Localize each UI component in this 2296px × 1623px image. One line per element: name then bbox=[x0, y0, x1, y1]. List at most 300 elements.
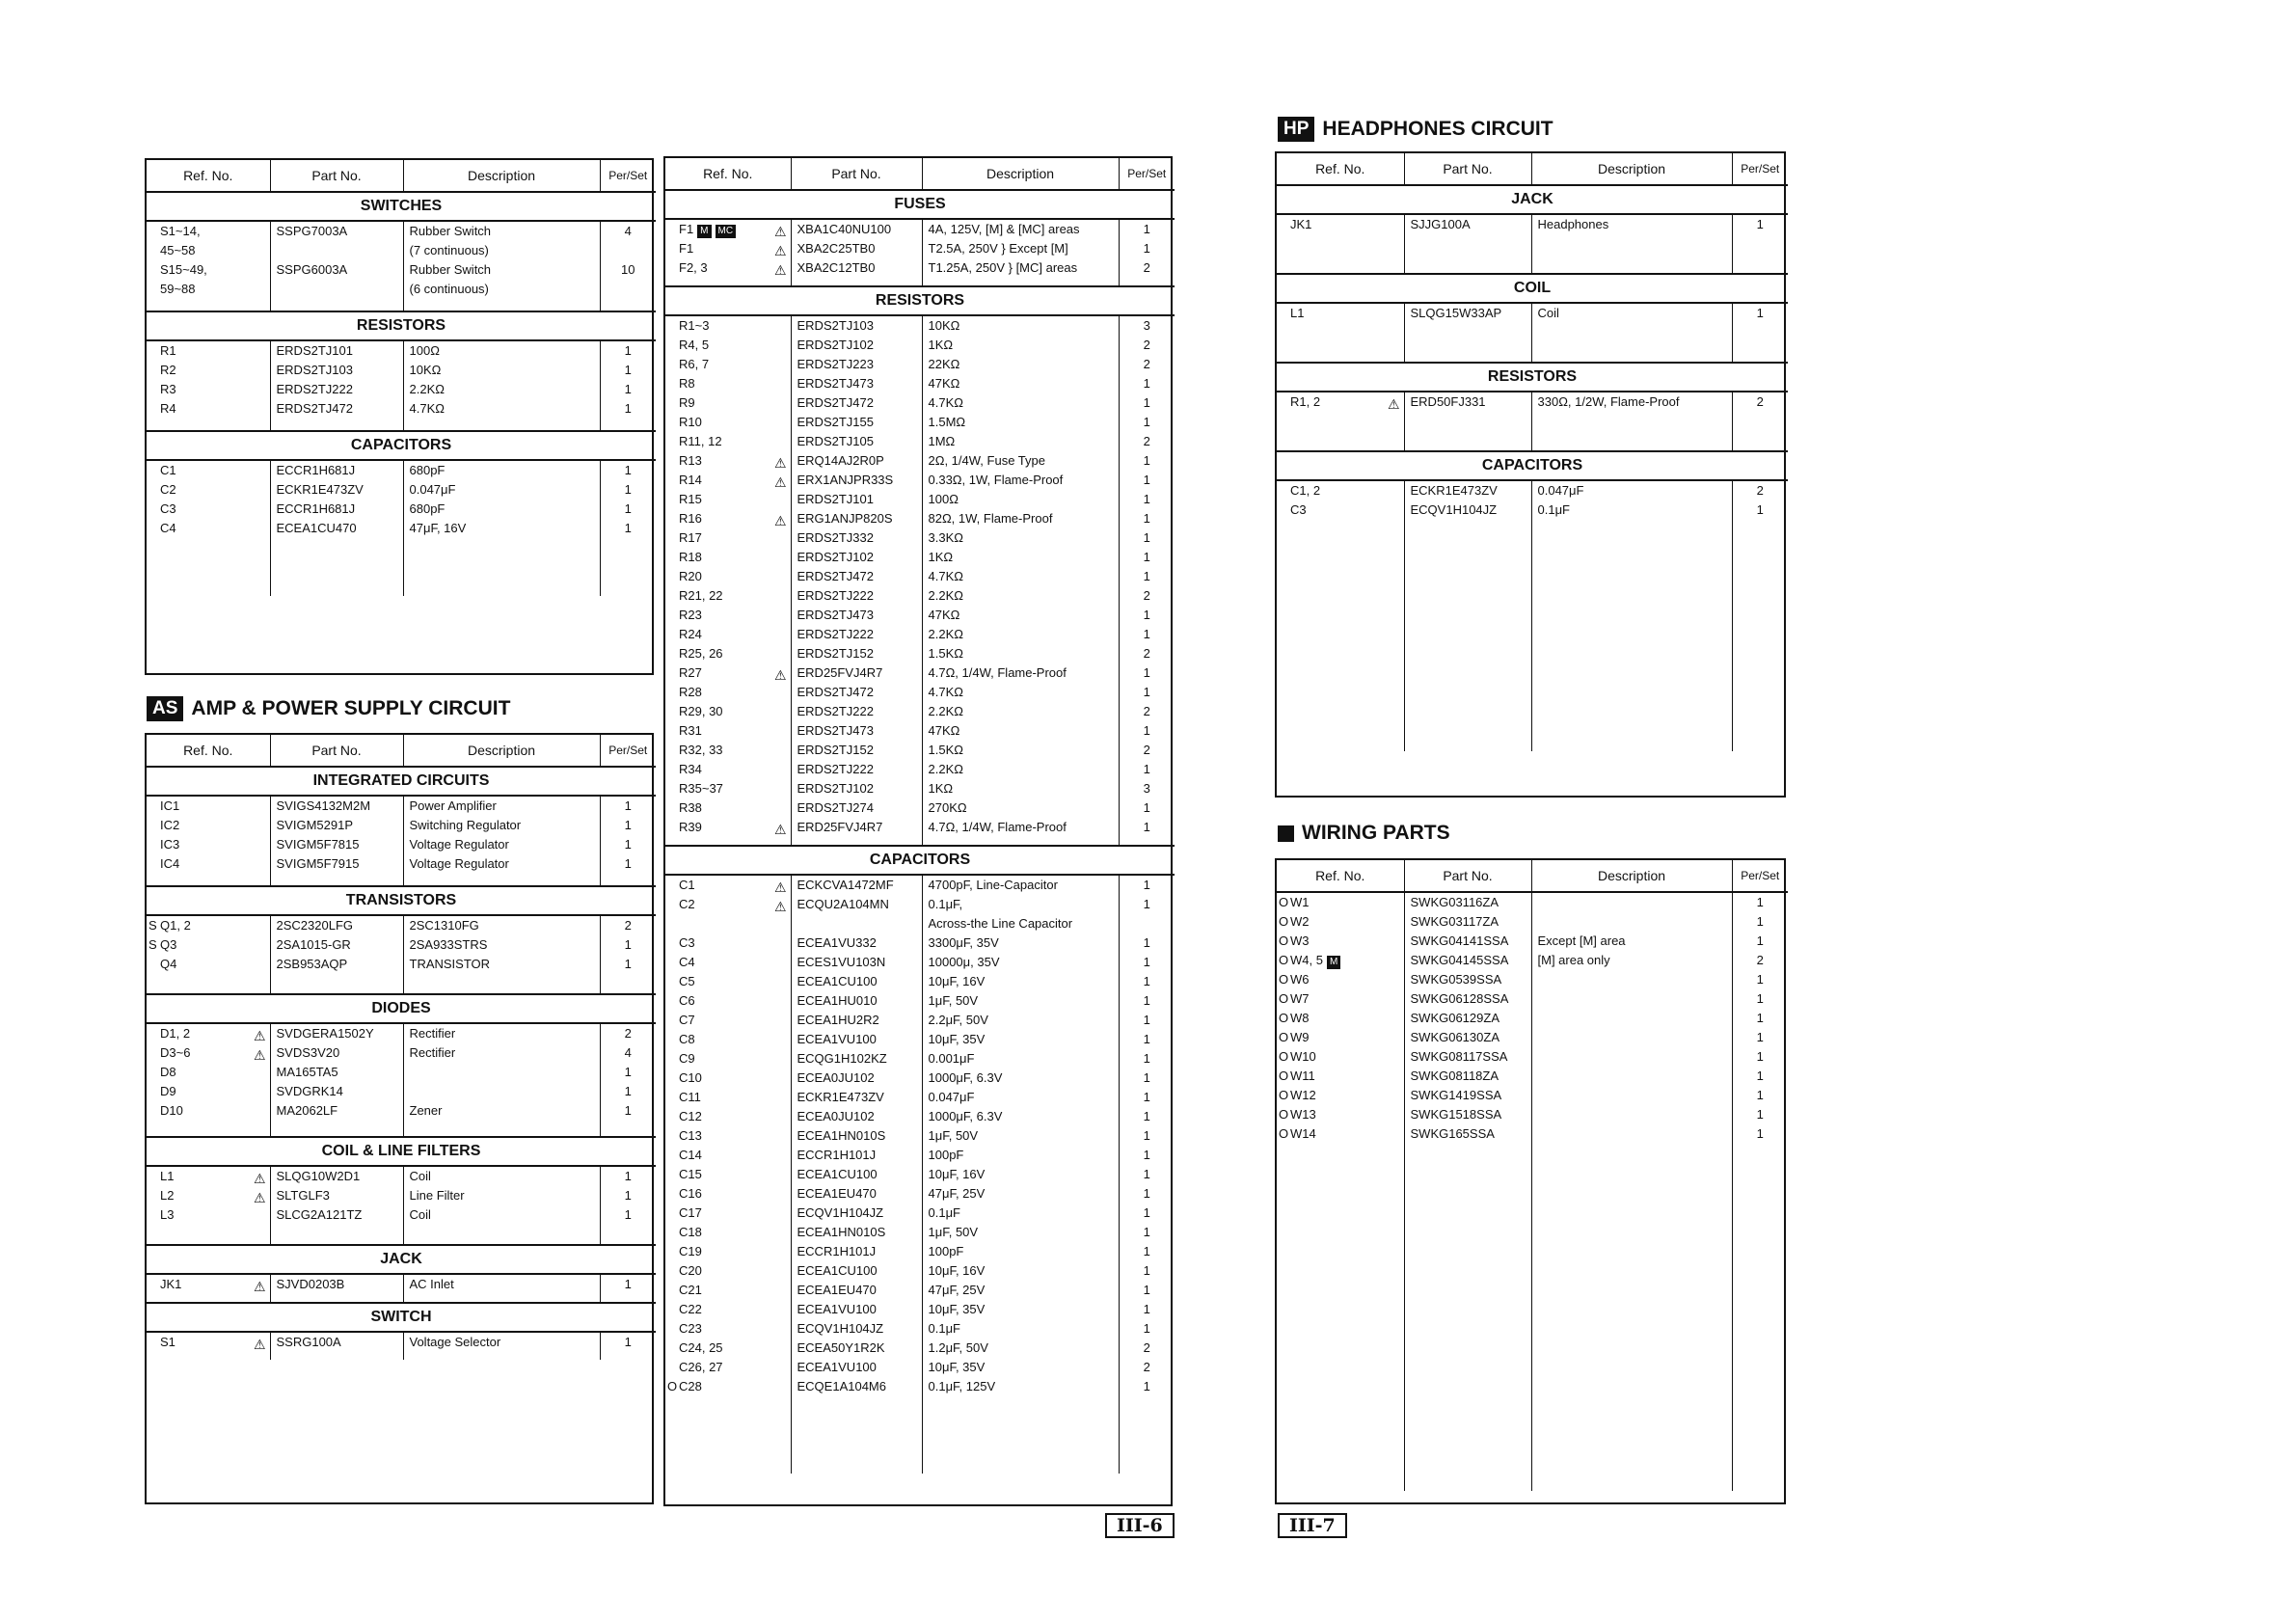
part-no-cell: SWKG1518SSA bbox=[1404, 1105, 1531, 1124]
as-section-title: AMP & POWER SUPPLY CIRCUIT bbox=[191, 697, 511, 719]
table-row bbox=[1277, 932, 1788, 951]
ref-no-cell bbox=[665, 413, 791, 432]
ref-no-cell bbox=[147, 915, 270, 935]
ref-no: IC3 bbox=[160, 837, 180, 852]
section-title: TRANSISTORS bbox=[147, 886, 656, 915]
section-title-row bbox=[147, 1137, 656, 1166]
part-no-cell: ERDS2TJ472 bbox=[791, 683, 922, 702]
warning-triangle-icon: ⚠ bbox=[253, 1279, 266, 1294]
part-no-cell: ERD25FVJ4R7 bbox=[791, 818, 922, 837]
part-no-cell: ERD50FJ331 bbox=[1404, 392, 1531, 412]
spacer-row bbox=[1277, 520, 1788, 751]
part-no-cell: ECEA1VU100 bbox=[791, 1300, 922, 1319]
table-row bbox=[147, 796, 656, 816]
per-set-cell: 1 bbox=[1143, 569, 1150, 583]
description-cell: 1KΩ bbox=[922, 336, 1119, 355]
page-number-right: III-7 bbox=[1278, 1513, 1347, 1538]
description-cell: 10μF, 35V bbox=[922, 1300, 1119, 1319]
per-set-cell: 2 bbox=[1143, 1360, 1150, 1374]
ref-no-cell bbox=[665, 818, 791, 837]
description-cell: 2Ω, 1/4W, Fuse Type bbox=[922, 451, 1119, 471]
per-set-cell: 1 bbox=[1756, 1030, 1764, 1044]
description-cell: 0.047μF bbox=[1531, 480, 1732, 500]
area-badge: M bbox=[697, 225, 711, 238]
ref-no-cell bbox=[665, 1358, 791, 1377]
per-set-cell: 1 bbox=[1143, 993, 1150, 1008]
description-cell: 0.047μF bbox=[403, 480, 600, 500]
table-header-row bbox=[147, 160, 656, 192]
ref-no: R38 bbox=[679, 800, 702, 815]
ref-no: R27 bbox=[679, 665, 702, 680]
description-cell bbox=[1531, 1009, 1732, 1028]
description-cell: 47μF, 25V bbox=[922, 1281, 1119, 1300]
part-no-cell: ECCR1H101J bbox=[791, 1242, 922, 1261]
per-set-cell: 1 bbox=[1143, 473, 1150, 487]
ref-no-cell bbox=[665, 393, 791, 413]
ref-no: C1 bbox=[160, 463, 176, 477]
description-cell bbox=[403, 1063, 600, 1082]
description-cell bbox=[1531, 1105, 1732, 1124]
table-row bbox=[665, 413, 1175, 432]
table-row bbox=[665, 393, 1175, 413]
warning-triangle-icon: ⚠ bbox=[253, 1337, 266, 1352]
description-cell: Rubber Switch bbox=[403, 260, 600, 280]
part-no-header: Part No. bbox=[1404, 860, 1531, 892]
ref-no-cell bbox=[147, 380, 270, 399]
spacer-cell bbox=[600, 1121, 656, 1137]
per-set-cell: 1 bbox=[1143, 511, 1150, 526]
description-cell: (7 continuous) bbox=[403, 241, 600, 260]
per-set-cell: 4 bbox=[624, 1045, 632, 1060]
spacer-cell bbox=[600, 419, 656, 431]
description-cell: Power Amplifier bbox=[403, 796, 600, 816]
ref-no: IC2 bbox=[160, 818, 180, 832]
part-no-cell: SVDGRK14 bbox=[270, 1082, 403, 1101]
section-title-row bbox=[665, 846, 1175, 875]
part-no-cell: ERDS2TJ155 bbox=[791, 413, 922, 432]
description-cell: 0.047μF bbox=[922, 1088, 1119, 1107]
ref-no: C12 bbox=[679, 1109, 702, 1123]
part-no-cell: SWKG06130ZA bbox=[1404, 1028, 1531, 1047]
table-row bbox=[665, 875, 1175, 895]
section-title: FUSES bbox=[665, 190, 1175, 219]
per-set-cell: 2 bbox=[1143, 338, 1150, 352]
section-title-row bbox=[147, 192, 656, 221]
table-header-row bbox=[1277, 860, 1788, 892]
table-row bbox=[147, 241, 656, 260]
description-cell: 0.1μF, bbox=[922, 895, 1119, 914]
spacer-cell bbox=[1277, 234, 1404, 274]
description-cell: 47μF, 25V bbox=[922, 1184, 1119, 1204]
spacer-cell bbox=[922, 278, 1119, 286]
description-cell: T2.5A, 250V } Except [M] bbox=[922, 239, 1119, 258]
per-set-cell: 1 bbox=[624, 482, 632, 497]
square-bullet-icon bbox=[1278, 825, 1294, 842]
table-row bbox=[665, 779, 1175, 798]
parts-table-switches bbox=[145, 158, 654, 675]
table-row bbox=[665, 1377, 1175, 1396]
part-no-cell: ERDS2TJ101 bbox=[270, 340, 403, 361]
table-row bbox=[665, 972, 1175, 991]
ref-no-cell bbox=[147, 399, 270, 419]
section-title: INTEGRATED CIRCUITS bbox=[147, 767, 656, 796]
per-set-header: Per/Set bbox=[600, 160, 656, 192]
ref-no-cell bbox=[147, 955, 270, 974]
ref-no: F1 bbox=[679, 222, 694, 236]
spacer-cell bbox=[1277, 520, 1404, 751]
table-row bbox=[1277, 392, 1788, 412]
part-no-cell: SWKG08118ZA bbox=[1404, 1067, 1531, 1086]
ref-no-cell bbox=[665, 606, 791, 625]
ref-no: C16 bbox=[679, 1186, 702, 1201]
safety-mark: S bbox=[149, 937, 157, 952]
spacer-cell bbox=[922, 1396, 1119, 1474]
ref-no: R4, 5 bbox=[679, 338, 710, 352]
ref-no-cell bbox=[147, 1186, 270, 1205]
description-cell: 10μF, 16V bbox=[922, 1261, 1119, 1281]
description-cell: 1.5MΩ bbox=[922, 413, 1119, 432]
ref-no: R25, 26 bbox=[679, 646, 723, 661]
part-no-cell: ERDS2TJ223 bbox=[791, 355, 922, 374]
ref-no-cell bbox=[147, 361, 270, 380]
section-title-row bbox=[1277, 363, 1788, 392]
description-cell: 1.5KΩ bbox=[922, 644, 1119, 663]
table-row bbox=[147, 260, 656, 280]
ref-no: IC4 bbox=[160, 856, 180, 871]
section-title-row bbox=[147, 767, 656, 796]
description-header: Description bbox=[403, 735, 600, 767]
per-set-cell: 1 bbox=[1143, 1321, 1150, 1336]
per-set-cell: 1 bbox=[1143, 608, 1150, 622]
description-cell: 0.001μF bbox=[922, 1049, 1119, 1068]
per-set-cell: 2 bbox=[1143, 357, 1150, 371]
table-row bbox=[665, 567, 1175, 586]
ref-no: D3~6 bbox=[160, 1045, 191, 1060]
ref-no: F2, 3 bbox=[679, 260, 708, 275]
part-no-cell: ERDS2TJ473 bbox=[791, 606, 922, 625]
table-row bbox=[1277, 970, 1788, 989]
ref-no: R34 bbox=[679, 762, 702, 776]
description-cell: 100pF bbox=[922, 1242, 1119, 1261]
spacer-cell bbox=[922, 837, 1119, 846]
ref-no: L1 bbox=[160, 1169, 175, 1183]
spacer-cell bbox=[1404, 520, 1531, 751]
ref-no-cell bbox=[665, 336, 791, 355]
part-no-cell: ECQU2A104MN bbox=[791, 895, 922, 914]
ref-no-cell bbox=[665, 586, 791, 606]
table-row bbox=[665, 953, 1175, 972]
ref-no-cell bbox=[1277, 912, 1404, 932]
ref-no-cell bbox=[665, 779, 791, 798]
part-no-cell: ERDS2TJ101 bbox=[791, 490, 922, 509]
part-no-cell: ECCR1H681J bbox=[270, 500, 403, 519]
description-cell bbox=[1531, 989, 1732, 1009]
ref-no: C1, 2 bbox=[1290, 483, 1321, 498]
ref-no-cell bbox=[665, 1184, 791, 1204]
table-row bbox=[665, 1030, 1175, 1049]
as-badge: AS bbox=[147, 696, 183, 721]
section-title-row bbox=[147, 886, 656, 915]
description-cell: 10000μ, 35V bbox=[922, 953, 1119, 972]
per-set-cell: 1 bbox=[1756, 914, 1764, 929]
description-cell: Rubber Switch bbox=[403, 221, 600, 241]
ref-no: R3 bbox=[160, 382, 176, 396]
ref-no: R29, 30 bbox=[679, 704, 723, 718]
table-row bbox=[1277, 214, 1788, 234]
per-set-cell: 1 bbox=[1143, 878, 1150, 892]
per-set-header: Per/Set bbox=[600, 735, 656, 767]
ref-no: Q1, 2 bbox=[160, 918, 191, 933]
per-set-cell: 1 bbox=[1143, 1070, 1150, 1085]
spacer-cell bbox=[600, 1352, 656, 1360]
per-set-cell: 1 bbox=[1143, 1186, 1150, 1201]
ref-no-cell bbox=[665, 490, 791, 509]
ref-no: D1, 2 bbox=[160, 1026, 191, 1041]
spacer-cell bbox=[1732, 1144, 1788, 1491]
part-no-cell: XBA2C25TB0 bbox=[791, 239, 922, 258]
per-set-cell: 1 bbox=[1143, 1263, 1150, 1278]
part-no-cell: SVIGM5F7815 bbox=[270, 835, 403, 854]
section-title-row bbox=[147, 994, 656, 1023]
spacer-row bbox=[147, 538, 656, 596]
part-no-cell: ECES1VU103N bbox=[791, 953, 922, 972]
ref-no: D8 bbox=[160, 1065, 176, 1079]
table-header-row bbox=[1277, 153, 1788, 185]
per-set-cell: 1 bbox=[1143, 1302, 1150, 1316]
spacer-cell bbox=[1119, 837, 1175, 846]
spacer-cell bbox=[1732, 412, 1788, 451]
part-no-cell: ECKR1E473ZV bbox=[1404, 480, 1531, 500]
table-row bbox=[1277, 989, 1788, 1009]
per-set-cell: 1 bbox=[1756, 1068, 1764, 1083]
parts-table-wiring bbox=[1275, 858, 1786, 1504]
per-set-cell: 1 bbox=[1756, 933, 1764, 948]
ref-no-cell bbox=[147, 1082, 270, 1101]
table-row bbox=[665, 1319, 1175, 1339]
ref-no-cell bbox=[147, 1101, 270, 1121]
ref-no: R16 bbox=[679, 511, 702, 526]
ref-no: C19 bbox=[679, 1244, 702, 1258]
ref-no-cell bbox=[665, 1300, 791, 1319]
ref-no: C5 bbox=[679, 974, 695, 988]
section-title-row bbox=[1277, 451, 1788, 480]
table-row bbox=[1277, 1124, 1788, 1144]
table-row bbox=[1277, 951, 1788, 970]
spacer-cell bbox=[270, 1352, 403, 1360]
part-no-cell: ECEA0JU102 bbox=[791, 1107, 922, 1126]
description-cell: 680pF bbox=[403, 500, 600, 519]
per-set-cell: 1 bbox=[1143, 530, 1150, 545]
parts-table-fuses bbox=[663, 156, 1173, 1506]
description-cell: 1000μF, 6.3V bbox=[922, 1107, 1119, 1126]
spacer-row bbox=[665, 837, 1175, 846]
description-cell: Voltage Selector bbox=[403, 1332, 600, 1352]
spacer-cell bbox=[270, 299, 403, 311]
per-set-cell: 1 bbox=[1143, 1128, 1150, 1143]
part-no-cell: SSPG6003A bbox=[270, 260, 403, 280]
description-cell: 4.7KΩ bbox=[922, 683, 1119, 702]
description-cell: Coil bbox=[1531, 303, 1732, 323]
part-no-cell: ERDS2TJ152 bbox=[791, 644, 922, 663]
ref-no: R17 bbox=[679, 530, 702, 545]
table-row bbox=[665, 1204, 1175, 1223]
warning-triangle-icon: ⚠ bbox=[253, 1190, 266, 1205]
per-set-cell: 2 bbox=[1143, 260, 1150, 275]
part-no-cell: ECEA1HN010S bbox=[791, 1126, 922, 1146]
section-title: JACK bbox=[1277, 185, 1788, 214]
per-set-cell: 1 bbox=[1143, 1225, 1150, 1239]
per-set-header: Per/Set bbox=[1732, 860, 1788, 892]
ref-no-header: Ref. No. bbox=[147, 735, 270, 767]
description-cell: (6 continuous) bbox=[403, 280, 600, 299]
table-row bbox=[147, 519, 656, 538]
spacer-cell bbox=[270, 1294, 403, 1303]
description-cell: 2.2KΩ bbox=[403, 380, 600, 399]
ref-no: C4 bbox=[160, 521, 176, 535]
per-set-cell: 1 bbox=[1143, 723, 1150, 738]
ref-no: D10 bbox=[160, 1103, 183, 1118]
description-cell: 2.2μF, 50V bbox=[922, 1011, 1119, 1030]
part-no-cell: ERDS2TJ105 bbox=[791, 432, 922, 451]
spacer-cell bbox=[403, 974, 600, 994]
ref-no-cell bbox=[665, 625, 791, 644]
part-no-cell: SSPG7003A bbox=[270, 221, 403, 241]
description-cell: 1μF, 50V bbox=[922, 1126, 1119, 1146]
warning-triangle-icon: ⚠ bbox=[253, 1171, 266, 1186]
part-no-cell: SLQG10W2D1 bbox=[270, 1166, 403, 1186]
ref-no: D9 bbox=[160, 1084, 176, 1098]
area-badge: MC bbox=[716, 225, 737, 238]
spacer-cell bbox=[1404, 412, 1531, 451]
ref-no-cell bbox=[665, 644, 791, 663]
description-cell: [M] area only bbox=[1531, 951, 1732, 970]
ref-no-cell bbox=[665, 1319, 791, 1339]
section-title-row bbox=[1277, 274, 1788, 303]
per-set-cell: 2 bbox=[1756, 483, 1764, 498]
table-row bbox=[147, 1101, 656, 1121]
ref-no: C3 bbox=[160, 501, 176, 516]
per-set-header: Per/Set bbox=[1732, 153, 1788, 185]
table-row bbox=[665, 374, 1175, 393]
spacer-cell bbox=[403, 299, 600, 311]
table-row bbox=[147, 1332, 656, 1352]
section-title: SWITCHES bbox=[147, 192, 656, 221]
description-cell: 0.33Ω, 1W, Flame-Proof bbox=[922, 471, 1119, 490]
per-set-cell: 2 bbox=[1143, 1340, 1150, 1355]
table-row bbox=[665, 548, 1175, 567]
part-no-cell: SWKG165SSA bbox=[1404, 1124, 1531, 1144]
ref-no-cell bbox=[1277, 500, 1404, 520]
description-cell: Headphones bbox=[1531, 214, 1732, 234]
table-row bbox=[1277, 1047, 1788, 1067]
circle-mark-icon: O bbox=[1279, 1088, 1289, 1102]
ref-no-cell bbox=[665, 1011, 791, 1030]
table-row bbox=[665, 818, 1175, 837]
ref-no: W10 bbox=[1290, 1049, 1316, 1064]
ref-no-cell bbox=[665, 374, 791, 393]
spacer-cell bbox=[600, 299, 656, 311]
ref-no: R35~37 bbox=[679, 781, 723, 796]
ref-no-cell bbox=[665, 509, 791, 528]
spacer-row bbox=[665, 278, 1175, 286]
ref-no-cell bbox=[665, 567, 791, 586]
ref-no-cell bbox=[147, 1063, 270, 1082]
table-row bbox=[665, 471, 1175, 490]
spacer-cell bbox=[270, 1225, 403, 1245]
ref-no: R14 bbox=[679, 473, 702, 487]
table-row bbox=[147, 1186, 656, 1205]
description-cell: Voltage Regulator bbox=[403, 835, 600, 854]
part-no-cell: SVIGS4132M2M bbox=[270, 796, 403, 816]
spacer-cell bbox=[270, 1121, 403, 1137]
part-no-cell: ECQG1H102KZ bbox=[791, 1049, 922, 1068]
ref-no: R2 bbox=[160, 363, 176, 377]
table-row bbox=[665, 586, 1175, 606]
per-set-cell: 1 bbox=[1756, 217, 1764, 231]
part-no-cell: ERDS2TJ103 bbox=[791, 315, 922, 336]
description-cell: 10μF, 35V bbox=[922, 1358, 1119, 1377]
part-no-cell: XBA2C12TB0 bbox=[791, 258, 922, 278]
per-set-cell: 1 bbox=[1143, 1167, 1150, 1181]
table-row bbox=[1277, 500, 1788, 520]
ref-no-cell bbox=[147, 1043, 270, 1063]
per-set-cell: 1 bbox=[624, 1335, 632, 1349]
per-set-cell: 1 bbox=[1143, 1379, 1150, 1393]
per-set-cell: 1 bbox=[624, 1103, 632, 1118]
spacer-cell bbox=[147, 1352, 270, 1360]
per-set-cell: 1 bbox=[624, 1084, 632, 1098]
ref-no-cell bbox=[665, 760, 791, 779]
ref-no-cell bbox=[665, 741, 791, 760]
table-row bbox=[665, 219, 1175, 239]
ref-no: S1 bbox=[160, 1335, 176, 1349]
ref-no-cell bbox=[147, 816, 270, 835]
ref-no-header: Ref. No. bbox=[665, 158, 791, 190]
description-cell bbox=[1531, 912, 1732, 932]
section-title-row bbox=[147, 431, 656, 460]
warning-triangle-icon: ⚠ bbox=[773, 474, 787, 490]
description-cell bbox=[403, 1082, 600, 1101]
part-no-cell: ECEA1EU470 bbox=[791, 1281, 922, 1300]
description-cell: 4700pF, Line-Capacitor bbox=[922, 875, 1119, 895]
ref-no-cell bbox=[1277, 1067, 1404, 1086]
ref-no: C6 bbox=[679, 993, 695, 1008]
description-cell: 4A, 125V, [M] & [MC] areas bbox=[922, 219, 1119, 239]
spacer-cell bbox=[665, 278, 791, 286]
ref-no: W12 bbox=[1290, 1088, 1316, 1102]
per-set-cell: 1 bbox=[1756, 972, 1764, 987]
ref-no-cell bbox=[665, 1107, 791, 1126]
table-row bbox=[665, 644, 1175, 663]
wiring-section-header bbox=[1278, 822, 1450, 845]
part-no-cell: ECCR1H681J bbox=[270, 460, 403, 480]
ref-no: R32, 33 bbox=[679, 743, 723, 757]
per-set-cell: 1 bbox=[1143, 550, 1150, 564]
ref-no: S1~14, bbox=[160, 224, 201, 238]
spacer-cell bbox=[147, 874, 270, 886]
ref-no: W11 bbox=[1290, 1068, 1315, 1083]
part-no-cell: SSRG100A bbox=[270, 1332, 403, 1352]
part-no-cell: ECEA1EU470 bbox=[791, 1184, 922, 1204]
description-header: Description bbox=[1531, 860, 1732, 892]
spacer-row bbox=[147, 1294, 656, 1303]
per-set-cell: 1 bbox=[1143, 665, 1150, 680]
spacer-row bbox=[1277, 1144, 1788, 1491]
description-cell: Line Filter bbox=[403, 1186, 600, 1205]
ref-no-cell bbox=[665, 432, 791, 451]
ref-no: C9 bbox=[679, 1051, 695, 1066]
per-set-cell: 1 bbox=[624, 837, 632, 852]
